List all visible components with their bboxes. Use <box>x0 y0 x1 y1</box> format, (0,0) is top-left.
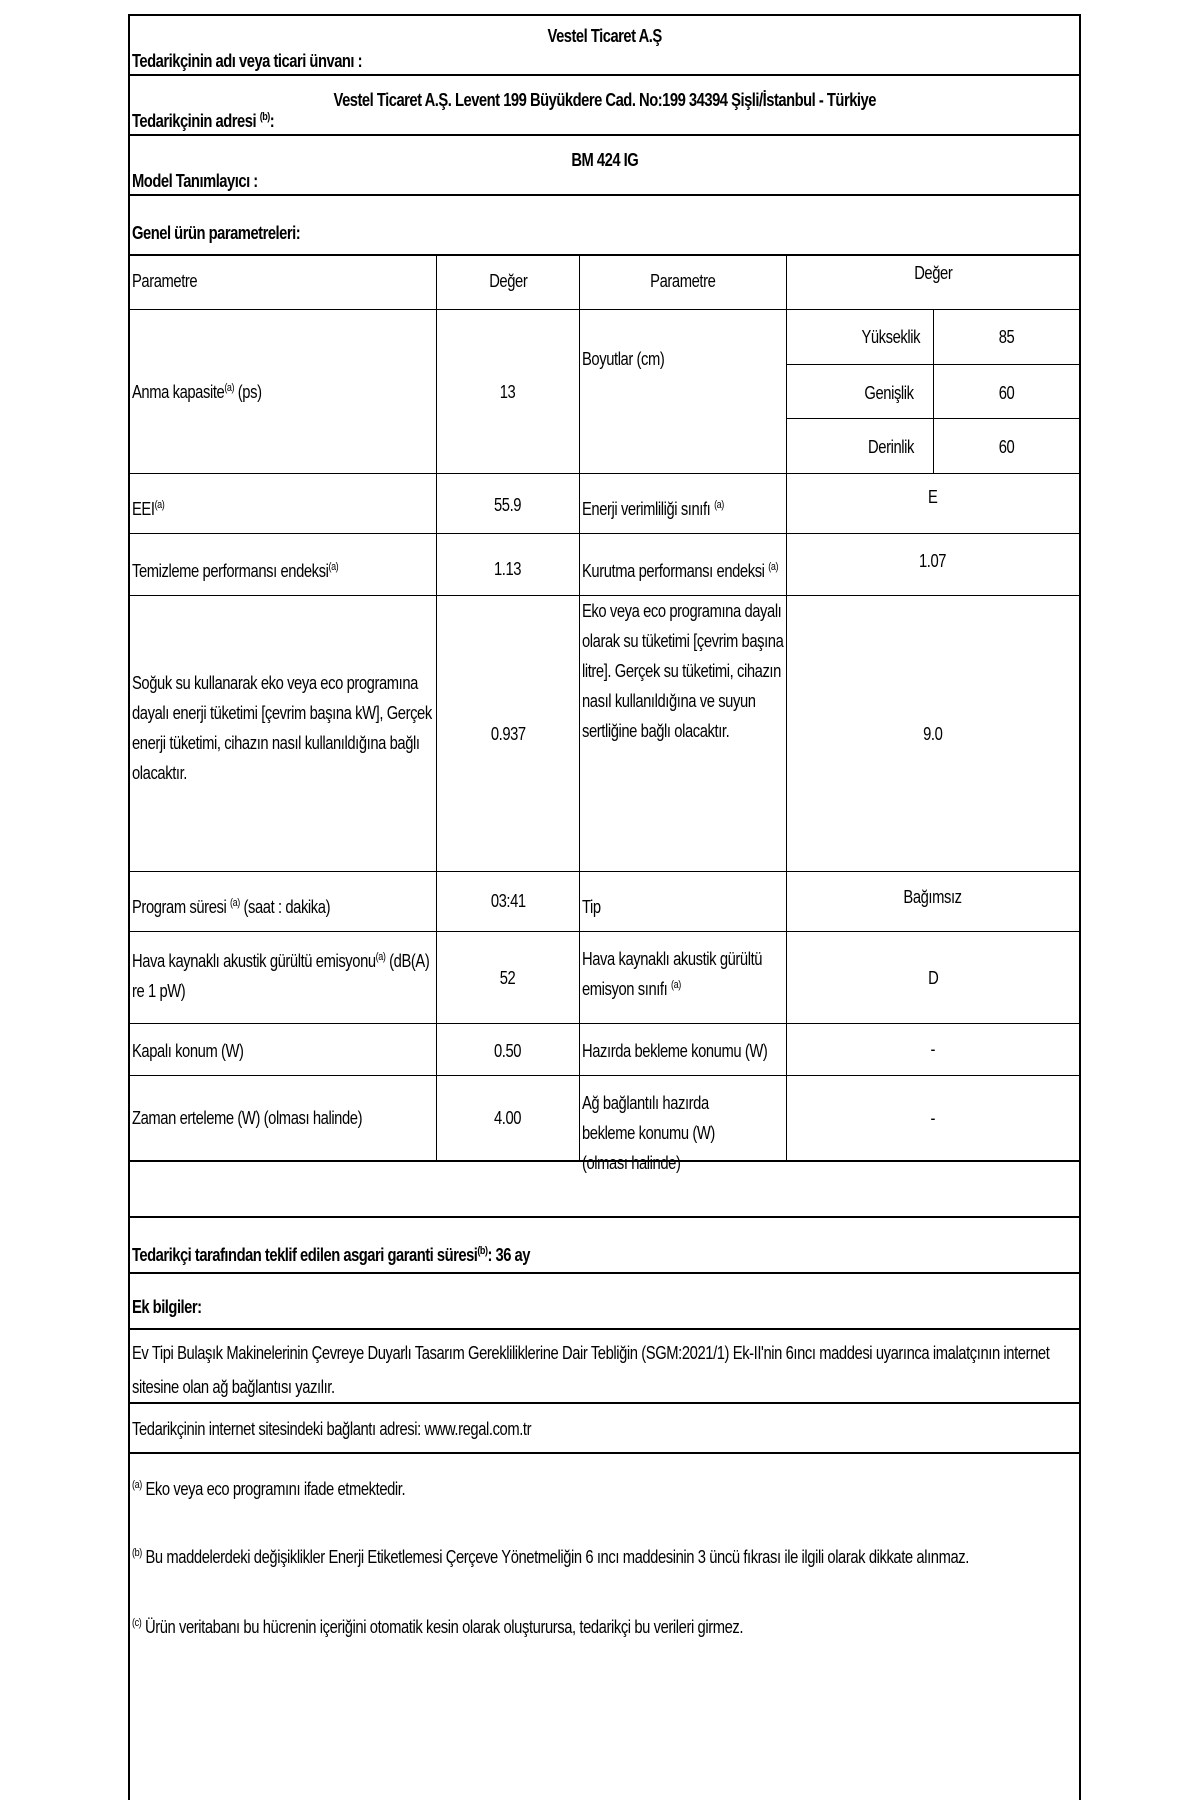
drying-label: Kurutma performansı endeksi $^{(a)}$ <box>582 561 779 581</box>
regulation-row <box>130 1330 1079 1404</box>
note-b: $^{(b)}$ Bu maddelerdeki değişiklikler Enerji Etiketlemesi Çerçeve Yönetmeliğin 6 ıncı maddesinin 3 üncü fıkrası ile ilgili olarak dikkate alınmaz. <box>132 1547 969 1567</box>
model-label: Model Tanımlayıcı : <box>132 171 258 191</box>
warranty-row <box>130 1218 1079 1274</box>
address-label: Tedarikçinin adresi $^{(b)}$: <box>132 111 275 131</box>
standby-value: - <box>930 1039 936 1059</box>
col-param-2: Parametre <box>650 271 716 291</box>
delay-row <box>130 1076 1079 1173</box>
standby-label: Hazırda bekleme konumu (W) <box>582 1041 768 1061</box>
height-label: Yükseklik <box>861 327 921 347</box>
height-subrow <box>787 310 1079 365</box>
column-header-row <box>130 256 1079 310</box>
general-parameters-row <box>130 196 1079 256</box>
height-value: 85 <box>998 327 1015 347</box>
energy-consumption-label: Soğuk su kullanarak eko veya eco programına dayalı enerji tüketimi [çevrim başına kW], Gerçek enerji tüketimi, cihazın nasıl kullanıldığına bağlı olacaktır. <box>132 673 432 783</box>
performance-row <box>130 534 1079 596</box>
extra-info-label: Ek bilgiler: <box>132 1297 202 1317</box>
address-value: Vestel Ticaret A.Ş. Levent 199 Büyükdere Cad. No:199 34394 Şişli/İstanbul - Türkiye <box>333 90 876 110</box>
energy-class-value: E <box>928 487 938 507</box>
network-standby-value: - <box>930 1108 936 1128</box>
depth-label: Derinlik <box>868 437 914 457</box>
energy-class-label: Enerji verimliliği sınıfı $^{(a)}$ <box>582 499 724 519</box>
note-c: $^{(c)}$ Ürün veritabanı bu hücrenin içeriğini otomatik kesin olarak oluşturursa, tedarikçi bu verileri girmez. <box>132 1617 744 1637</box>
col-param-1: Parametre <box>132 271 198 291</box>
warranty-text: Tedarikçi tarafından teklif edilen asgari garanti süresi$^{(b)}$: 36 ay <box>132 1245 530 1265</box>
eei-row <box>130 474 1079 534</box>
product-information-sheet <box>128 14 1081 1800</box>
eei-value: 55.9 <box>494 495 522 515</box>
noise-label: Hava kaynaklı akustik gürültü emisyonu$^{(a)}$ (dB(A) re 1 pW) <box>132 951 430 1001</box>
off-mode-row <box>130 1024 1079 1076</box>
drying-value: 1.07 <box>919 551 947 571</box>
address-row <box>130 76 1079 136</box>
network-standby-label: Ağ bağlantılı hazırda bekleme konumu (W) (olması halinde) <box>582 1093 715 1173</box>
noise-row <box>130 932 1079 1024</box>
duration-label: Program süresi $^{(a)}$ (saat : dakika) <box>132 897 331 917</box>
supplier-row <box>130 16 1079 76</box>
address-footnote-marker: (b) <box>259 111 270 123</box>
type-label: Tip <box>582 897 601 917</box>
noise-class-label: Hava kaynaklı akustik gürültü emisyon sınıfı $^{(a)}$ <box>582 949 763 999</box>
capacity-row <box>130 310 1079 474</box>
capacity-value: 13 <box>500 381 516 402</box>
supplier-value: Vestel Ticaret A.Ş <box>547 26 662 46</box>
energy-consumption-value: 0.937 <box>490 723 526 744</box>
regulation-text: Ev Tipi Bulaşık Makinelerinin Çevreye Duyarlı Tasarım Gerekliliklerine Dair Tebliğin (SGM:2021/1) Ek-II'nin 6ıncı maddesi uyarınca imalatçının internet sitesine olan ağ bağlantısı yazılır. <box>132 1343 1050 1397</box>
extra-info-row <box>130 1274 1079 1330</box>
supplier-label: Tedarikçinin adı veya ticari ünvanı : <box>132 51 363 71</box>
width-label: Genişlik <box>864 383 914 403</box>
type-value: Bağımsız <box>903 887 963 907</box>
off-mode-label: Kapalı konum (W) <box>132 1041 244 1061</box>
noise-value: 52 <box>500 967 516 988</box>
width-value: 60 <box>998 383 1015 403</box>
consumption-row <box>130 596 1079 872</box>
cleaning-label: Temizleme performansı endeksi$^{(a)}$ <box>132 561 339 581</box>
col-value-1: Değer <box>488 271 528 291</box>
empty-row <box>130 1162 1079 1218</box>
model-value: BM 424 IG <box>571 150 638 170</box>
capacity-label: Anma kapasite$^{(a)}$ (ps) <box>132 381 262 402</box>
width-subrow <box>787 364 1079 419</box>
website-text: Tedarikçinin internet sitesindeki bağlantı adresi: www.regal.com.tr <box>132 1419 532 1439</box>
duration-value: 03:41 <box>490 891 526 911</box>
dimensions-label: Boyutlar (cm) <box>582 349 665 369</box>
note-a: $^{(a)}$ Eko veya eco programını ifade etmektedir. <box>132 1479 406 1499</box>
off-mode-value: 0.50 <box>494 1041 522 1061</box>
noise-class-value: D <box>927 967 939 988</box>
delay-label: Zaman erteleme (W) (olması halinde) <box>132 1108 363 1128</box>
duration-row <box>130 872 1079 932</box>
depth-value: 60 <box>998 437 1015 457</box>
general-parameters-label: Genel ürün parametreleri: <box>132 223 301 243</box>
notes-row <box>130 1454 1079 1802</box>
cleaning-value: 1.13 <box>494 559 522 579</box>
water-consumption-label: Eko veya eco programına dayalı olarak su tüketimi [çevrim başına litre]. Gerçek su tüketimi, cihazın nasıl kullanıldığına ve suyun sertliğine bağlı olacaktır. <box>582 601 784 741</box>
delay-value: 4.00 <box>494 1108 522 1128</box>
depth-subrow <box>787 418 1079 474</box>
col-value-2: Değer <box>913 263 953 283</box>
water-consumption-value: 9.0 <box>923 723 943 744</box>
eei-label: EEI$^{(a)}$ <box>132 499 165 519</box>
website-row <box>130 1404 1079 1454</box>
model-row <box>130 136 1079 196</box>
